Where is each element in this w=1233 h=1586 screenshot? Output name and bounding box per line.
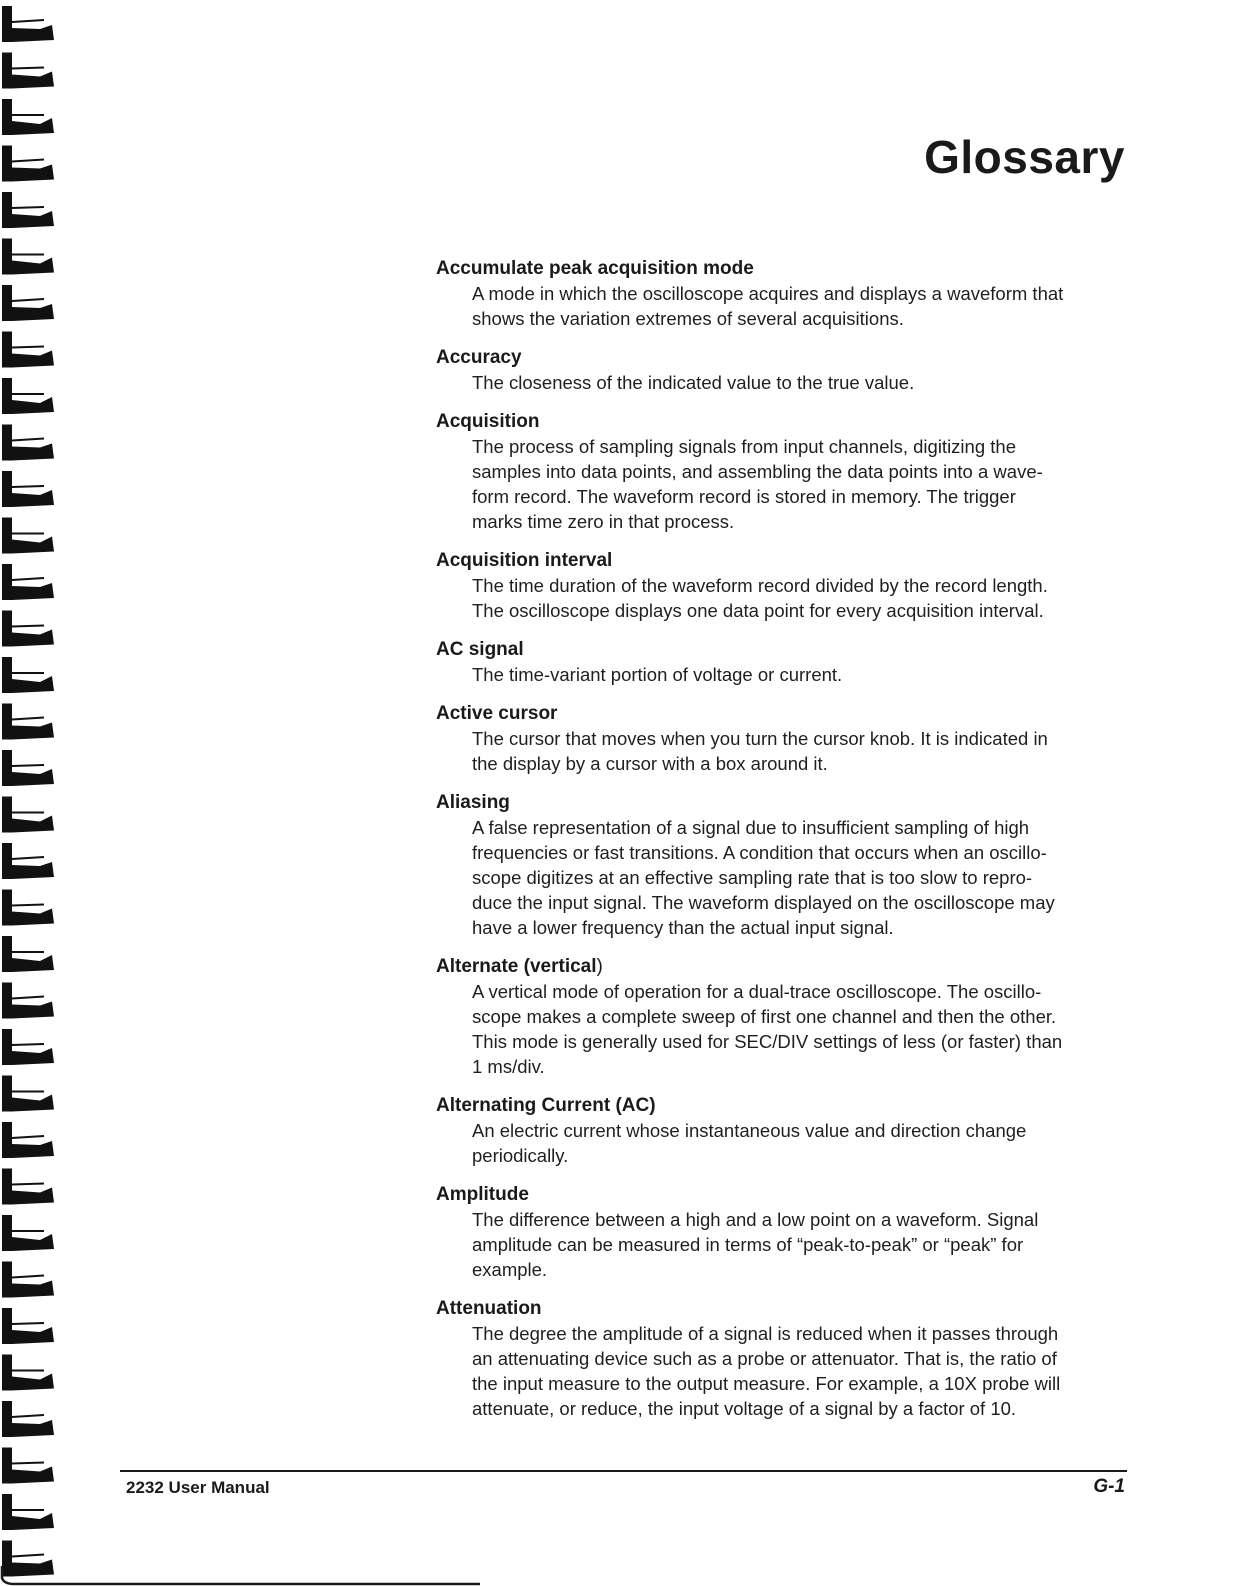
glossary-term: AC signal: [436, 639, 524, 660]
binding-tab: [2, 797, 54, 833]
binding-tab: [2, 657, 54, 693]
glossary-term: Aliasing: [436, 792, 510, 813]
glossary-term: Acquisition interval: [436, 550, 613, 571]
binding-tab: [2, 6, 54, 42]
binding-tab: [2, 53, 54, 89]
binding-tab: [2, 1494, 54, 1530]
glossary-entry: [436, 1296, 1126, 1421]
binding-tab-strip: [0, 0, 62, 1586]
glossary-definition: The difference between a high and a low point on a waveform. Signal amplitude can be measured in terms of “peak-to-peak” or “peak” for example.: [472, 1209, 1039, 1280]
glossary-definition: The time-variant portion of voltage or current.: [472, 664, 843, 685]
binding-tab: [2, 471, 54, 507]
glossary-list: [436, 256, 1126, 1435]
glossary-definition: The degree the amplitude of a signal is reduced when it passes through an attenuating device such as a probe or attenuator. That is, the ratio of the input measure to the output measure. For example, a 10X probe will attenuate, or reduce, the input voltage of a signal by a factor of 10.: [472, 1323, 1061, 1419]
glossary-entry: [436, 790, 1126, 940]
glossary-definition: The closeness of the indicated value to the true value.: [472, 372, 915, 393]
glossary-term: Accumulate peak acquisition mode: [436, 258, 754, 279]
footer-manual-name: 2232 User Manual: [126, 1478, 270, 1497]
binding-tab: [2, 890, 54, 926]
binding-tab: [2, 843, 54, 879]
binding-tab: [2, 378, 54, 414]
binding-tab: [2, 1215, 54, 1251]
glossary-term: Active cursor: [436, 703, 558, 724]
binding-tab: [2, 704, 54, 740]
binding-tab: [2, 1122, 54, 1158]
glossary-entry: [436, 548, 1126, 623]
glossary-term-wrapper: [436, 954, 1126, 979]
glossary-definition: The process of sampling signals from input channels, digitizing the samples into data points, and assembling the data points into a wave- form record. The waveform record is stored in memory. The trigger marks time zero in that process.: [472, 436, 1043, 532]
page-bottom-edge: [0, 1566, 480, 1586]
binding-tab: [2, 936, 54, 972]
binding-tab: [2, 1169, 54, 1205]
glossary-term: Amplitude: [436, 1184, 529, 1205]
glossary-definition: A false representation of a signal due to insufficient sampling of high frequencies or fast transitions. A condition that occurs when an oscillo- scope digitizes at an effective sampling rate that is too slow to repro- duce the input signal. The waveform displayed on the oscilloscope may have a lower frequency than the actual input signal.: [472, 817, 1055, 938]
glossary-definition: A mode in which the oscilloscope acquires and displays a waveform that shows the variation extremes of several acquisitions.: [472, 283, 1064, 329]
binding-tab: [2, 1262, 54, 1298]
glossary-definition: An electric current whose instantaneous value and direction change periodically.: [472, 1120, 1027, 1166]
binding-tab: [2, 285, 54, 321]
glossary-definition: A vertical mode of operation for a dual-trace oscilloscope. The oscillo- scope makes a complete sweep of first one channel and then the other. This mode is generally used for SEC/DIV settings of less (or faster) than 1 ms/div.: [472, 981, 1063, 1077]
footer-page-number: G-1: [1093, 1476, 1125, 1497]
glossary-entry: [436, 954, 1126, 1079]
glossary-entry: [436, 637, 1126, 687]
binding-tab: [2, 564, 54, 600]
binding-tab: [2, 1448, 54, 1484]
binding-tab: [2, 983, 54, 1019]
binding-tab: [2, 611, 54, 647]
binding-tab: [2, 99, 54, 135]
binding-tab: [2, 425, 54, 461]
glossary-entry: [436, 345, 1126, 395]
binding-tab: [2, 518, 54, 554]
glossary-entry: [436, 1182, 1126, 1282]
glossary-term: Alternating Current (AC): [436, 1095, 656, 1116]
glossary-term: Attenuation: [436, 1298, 542, 1319]
page-title: Glossary: [924, 131, 1125, 183]
binding-tab: [2, 750, 54, 786]
binding-tab: [2, 1401, 54, 1437]
glossary-term: Accuracy: [436, 347, 522, 368]
glossary-term: Acquisition: [436, 411, 540, 432]
glossary-term-suffix: ): [596, 956, 603, 977]
binding-tab: [2, 146, 54, 182]
glossary-entry: [436, 1093, 1126, 1168]
binding-tab: [2, 1355, 54, 1391]
glossary-definition: The cursor that moves when you turn the cursor knob. It is indicated in the display by a cursor with a box around it.: [472, 728, 1048, 774]
glossary-term: Alternate (vertical: [436, 956, 597, 977]
glossary-entry: [436, 409, 1126, 534]
footer-rule: [120, 1470, 1127, 1472]
glossary-entry: [436, 256, 1126, 331]
binding-tab: [2, 1076, 54, 1112]
binding-tab: [2, 332, 54, 368]
binding-tab: [2, 1029, 54, 1065]
binding-tab: [2, 192, 54, 228]
binding-tab: [2, 239, 54, 275]
binding-tab: [2, 1308, 54, 1344]
glossary-entry: [436, 701, 1126, 776]
glossary-definition: The time duration of the waveform record divided by the record length. The oscilloscope displays one data point for every acquisition interval.: [472, 575, 1048, 621]
